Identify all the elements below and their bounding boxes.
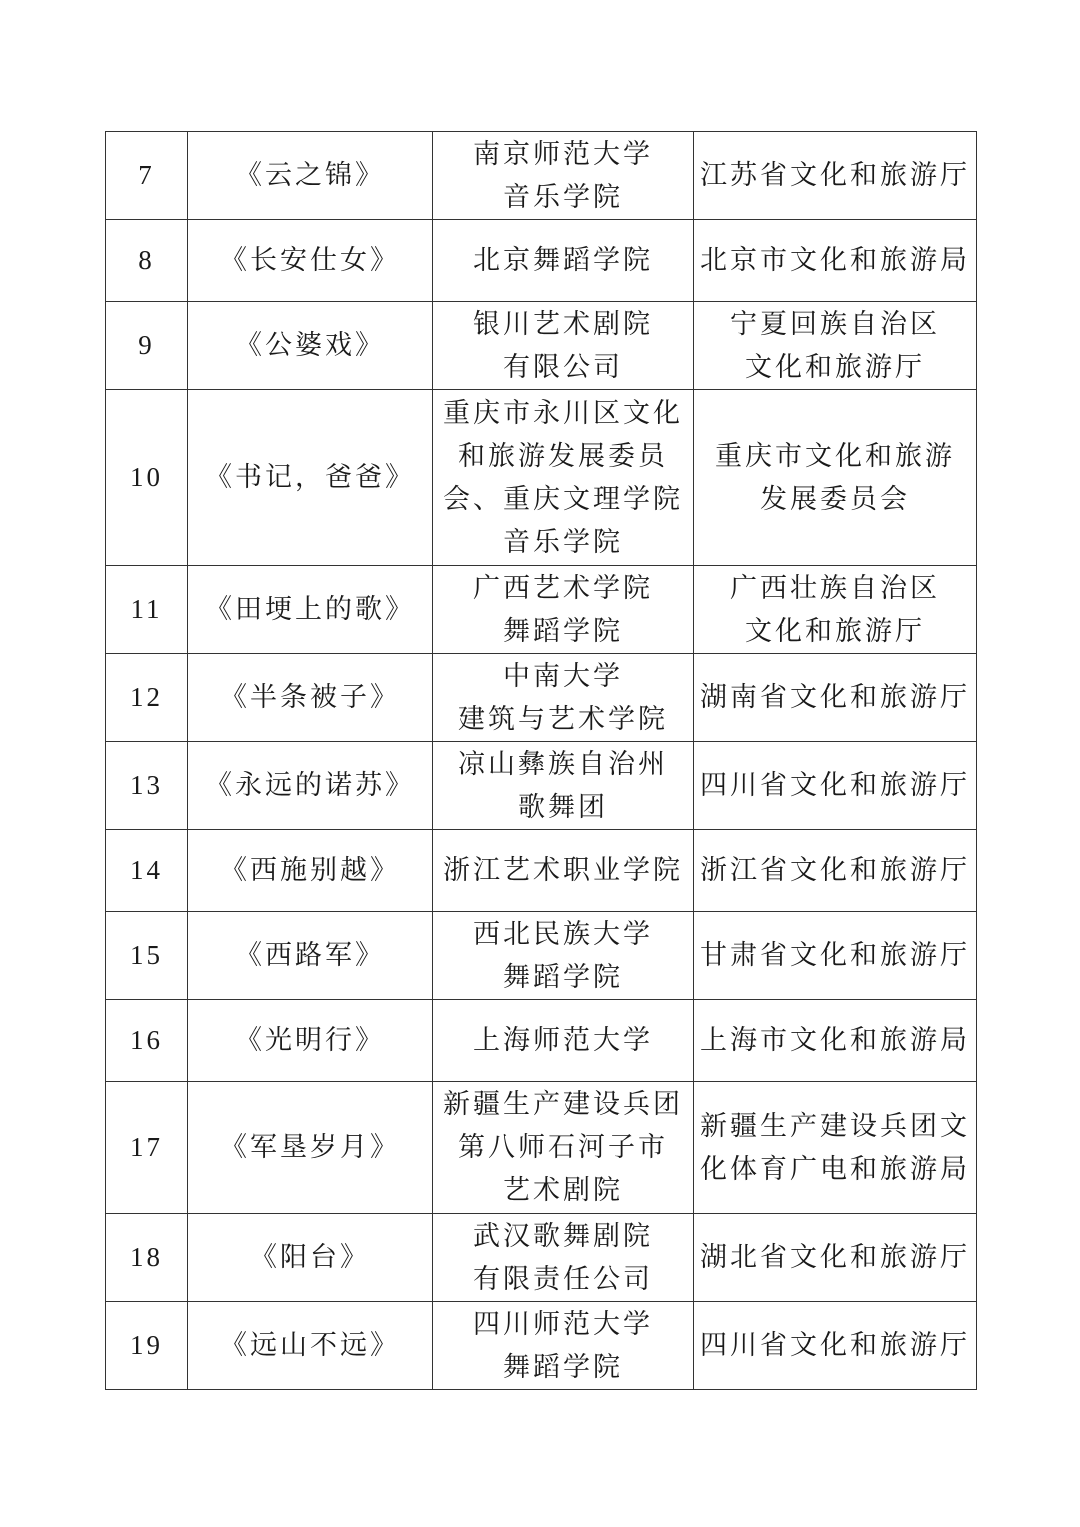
producing-unit: 西北民族大学 舞蹈学院 <box>433 912 694 1000</box>
program-title: 《西路军》 <box>188 912 433 1000</box>
program-list-table <box>105 131 977 1390</box>
table-row <box>106 1214 977 1302</box>
table-row <box>106 912 977 1000</box>
program-title: 《云之锦》 <box>188 132 433 220</box>
table-row <box>106 1082 977 1214</box>
recommending-department: 上海市文化和旅游局 <box>694 1000 977 1082</box>
producing-unit: 上海师范大学 <box>433 1000 694 1082</box>
producing-unit: 中南大学 建筑与艺术学院 <box>433 654 694 742</box>
program-title: 《永远的诺苏》 <box>188 742 433 830</box>
program-title: 《西施别越》 <box>188 830 433 912</box>
producing-unit: 银川艺术剧院 有限公司 <box>433 302 694 390</box>
producing-unit: 浙江艺术职业学院 <box>433 830 694 912</box>
program-title: 《阳台》 <box>188 1214 433 1302</box>
program-title: 《公婆戏》 <box>188 302 433 390</box>
row-number: 12 <box>106 654 188 742</box>
table-row <box>106 390 977 566</box>
row-number: 16 <box>106 1000 188 1082</box>
recommending-department: 湖南省文化和旅游厅 <box>694 654 977 742</box>
program-title: 《书记，爸爸》 <box>188 390 433 566</box>
row-number: 14 <box>106 830 188 912</box>
row-number: 19 <box>106 1302 188 1390</box>
row-number: 7 <box>106 132 188 220</box>
program-title: 《田埂上的歌》 <box>188 566 433 654</box>
recommending-department: 浙江省文化和旅游厅 <box>694 830 977 912</box>
table-row <box>106 654 977 742</box>
recommending-department: 宁夏回族自治区 文化和旅游厅 <box>694 302 977 390</box>
row-number: 13 <box>106 742 188 830</box>
table-row <box>106 742 977 830</box>
row-number: 8 <box>106 220 188 302</box>
recommending-department: 重庆市文化和旅游 发展委员会 <box>694 390 977 566</box>
recommending-department: 甘肃省文化和旅游厅 <box>694 912 977 1000</box>
recommending-department: 四川省文化和旅游厅 <box>694 1302 977 1390</box>
program-title: 《光明行》 <box>188 1000 433 1082</box>
producing-unit: 广西艺术学院 舞蹈学院 <box>433 566 694 654</box>
producing-unit: 南京师范大学 音乐学院 <box>433 132 694 220</box>
row-number: 17 <box>106 1082 188 1214</box>
producing-unit: 新疆生产建设兵团 第八师石河子市 艺术剧院 <box>433 1082 694 1214</box>
recommending-department: 新疆生产建设兵团文 化体育广电和旅游局 <box>694 1082 977 1214</box>
table-row <box>106 566 977 654</box>
table-row <box>106 1000 977 1082</box>
recommending-department: 江苏省文化和旅游厅 <box>694 132 977 220</box>
producing-unit: 武汉歌舞剧院 有限责任公司 <box>433 1214 694 1302</box>
recommending-department: 广西壮族自治区 文化和旅游厅 <box>694 566 977 654</box>
program-title: 《半条被子》 <box>188 654 433 742</box>
program-title: 《军垦岁月》 <box>188 1082 433 1214</box>
recommending-department: 四川省文化和旅游厅 <box>694 742 977 830</box>
row-number: 9 <box>106 302 188 390</box>
recommending-department: 湖北省文化和旅游厅 <box>694 1214 977 1302</box>
table-row <box>106 1302 977 1390</box>
table-row <box>106 830 977 912</box>
table-row <box>106 302 977 390</box>
producing-unit: 北京舞蹈学院 <box>433 220 694 302</box>
producing-unit: 四川师范大学 舞蹈学院 <box>433 1302 694 1390</box>
row-number: 10 <box>106 390 188 566</box>
table-row <box>106 220 977 302</box>
producing-unit: 重庆市永川区文化 和旅游发展委员 会、重庆文理学院 音乐学院 <box>433 390 694 566</box>
row-number: 18 <box>106 1214 188 1302</box>
table-row <box>106 132 977 220</box>
row-number: 11 <box>106 566 188 654</box>
program-title: 《远山不远》 <box>188 1302 433 1390</box>
program-title: 《长安仕女》 <box>188 220 433 302</box>
producing-unit: 凉山彝族自治州 歌舞团 <box>433 742 694 830</box>
recommending-department: 北京市文化和旅游局 <box>694 220 977 302</box>
row-number: 15 <box>106 912 188 1000</box>
